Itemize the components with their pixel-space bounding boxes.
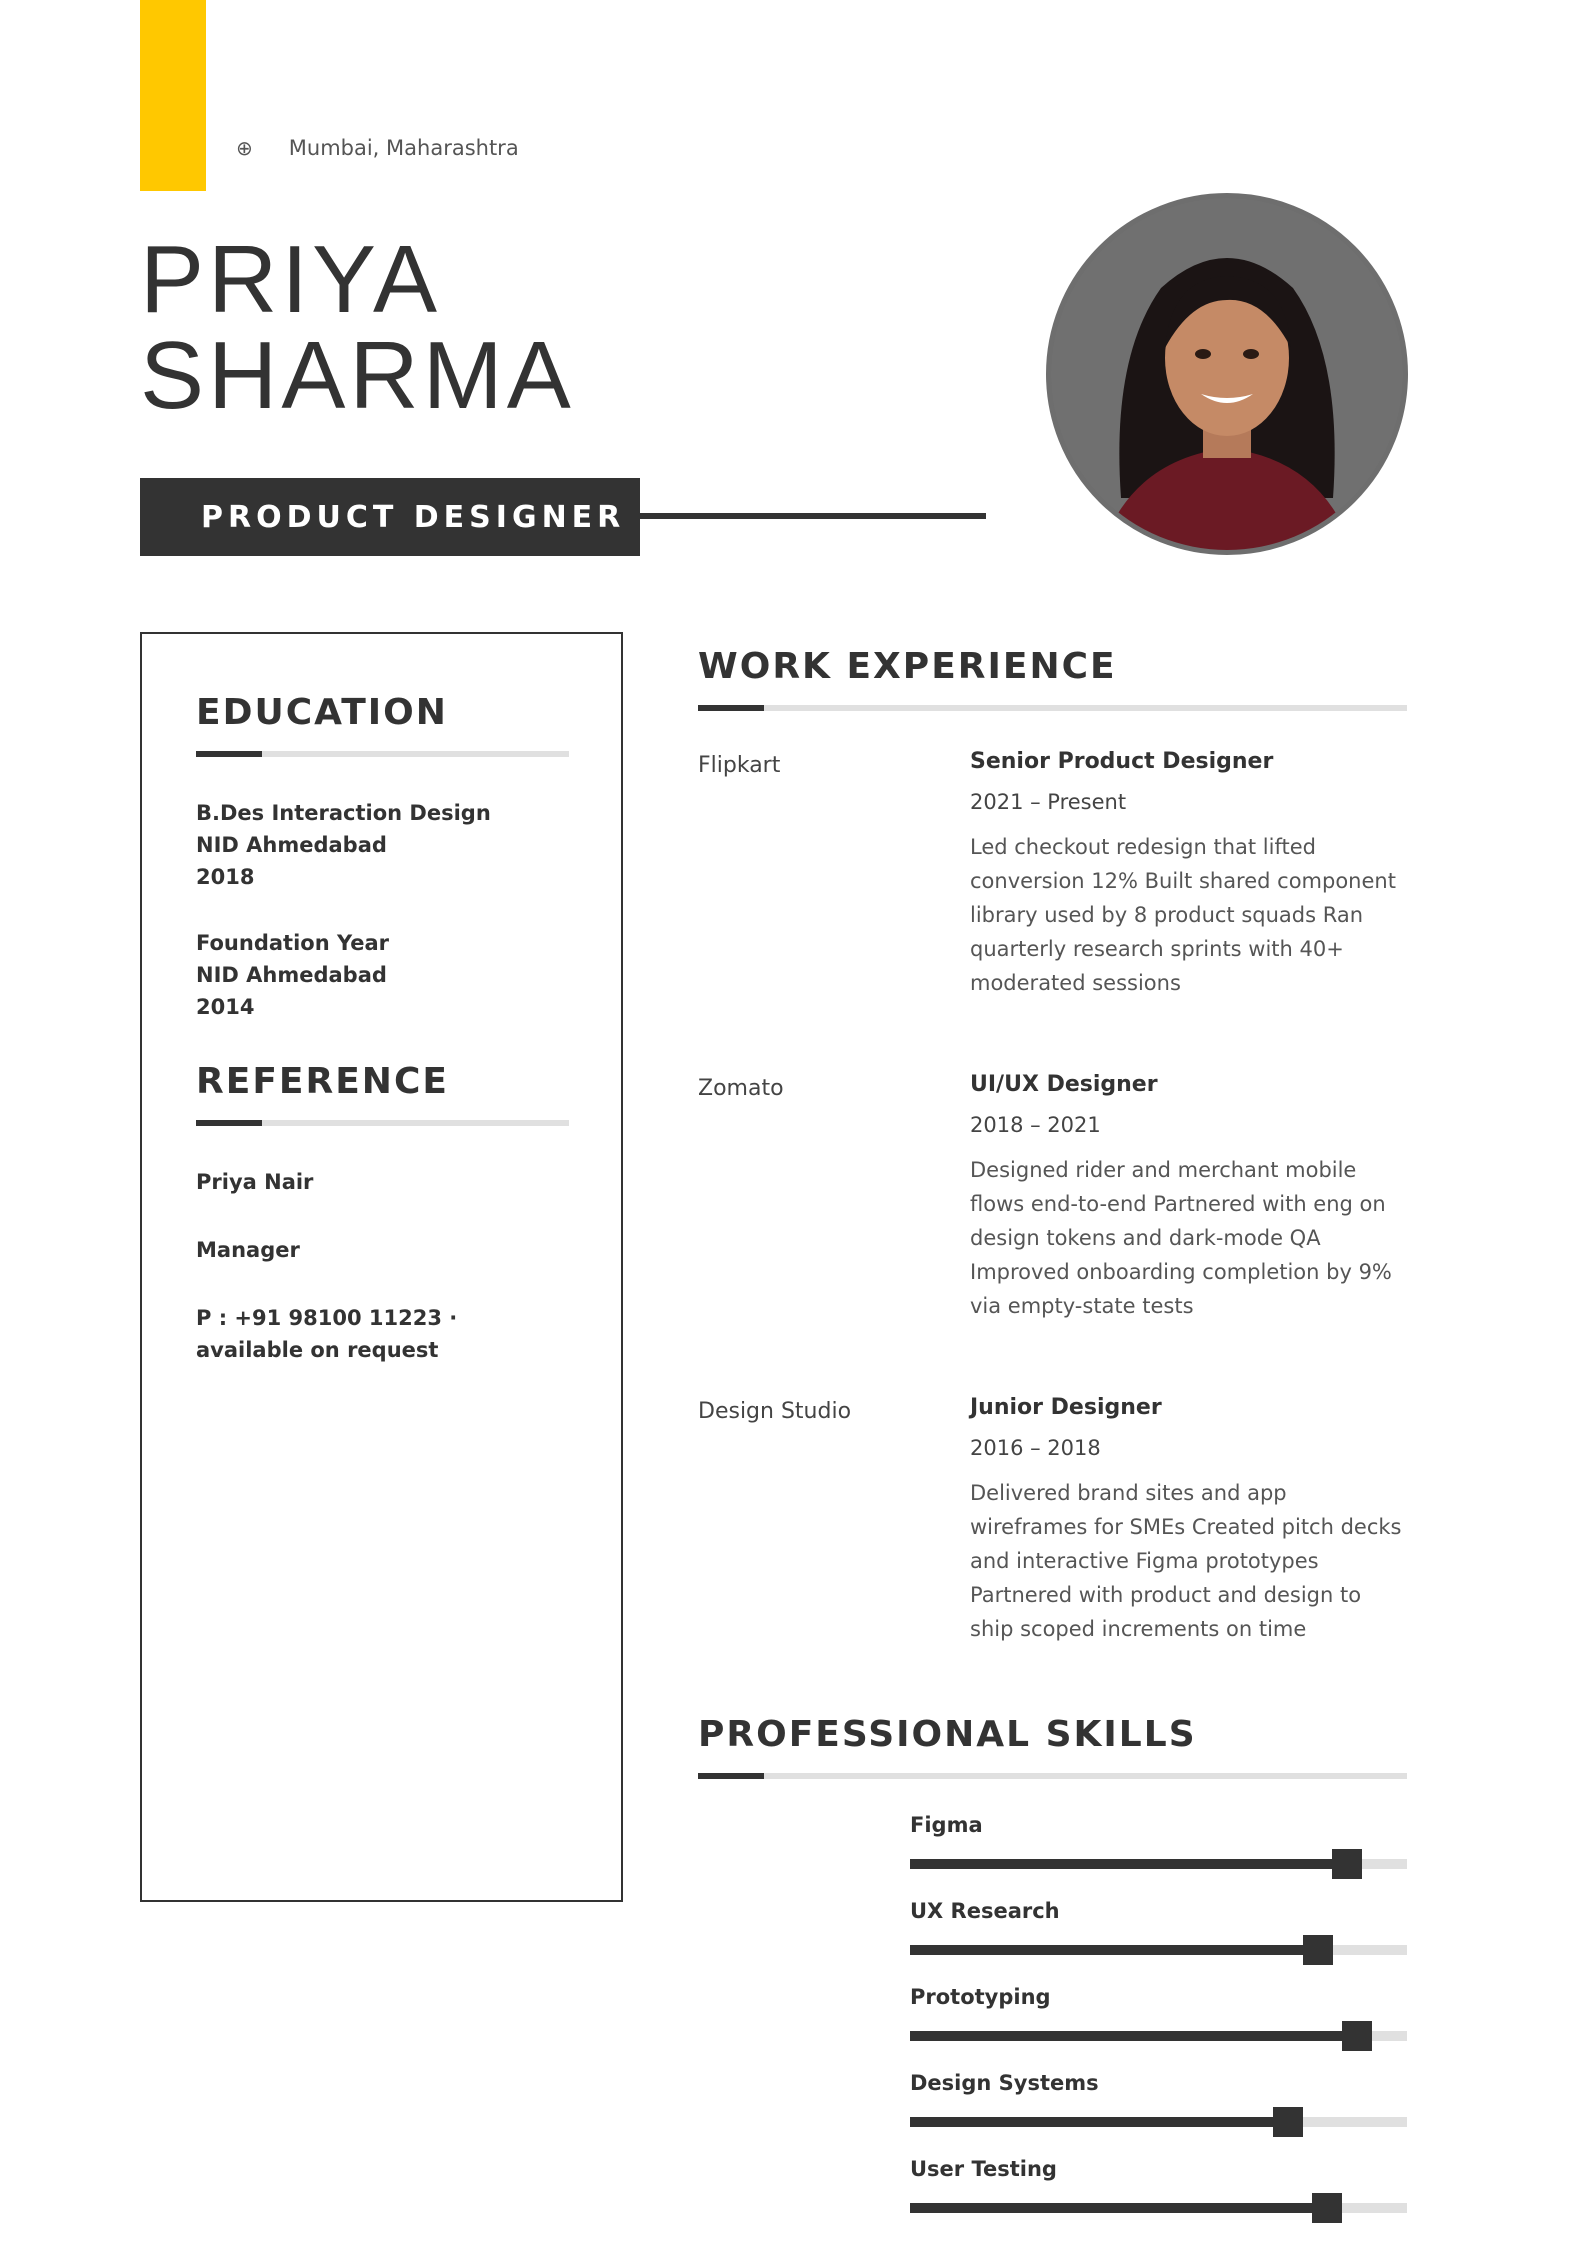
job-company: Design Studio [698,1399,852,1424]
skill-fill [910,1859,1347,1869]
work-rule [698,705,1407,711]
job-detail [970,1395,1407,1646]
work-heading: WORK EXPERIENCE [698,646,1117,687]
education-rule [196,751,569,757]
skill-track [910,1945,1407,1955]
skill-fill [910,2117,1288,2127]
reference-heading: REFERENCE [196,1061,449,1102]
skill-item [910,2071,1407,2127]
skill-fill [910,2031,1357,2041]
skill-item [910,1813,1407,1869]
job-company: Zomato [698,1076,784,1101]
job-role: Senior Product Designer [970,749,1274,774]
job-entry [698,749,1407,1000]
location-text: Mumbai, Maharashtra [288,136,519,160]
skill-level-marker [1303,1935,1333,1965]
skill-name: UX Research [910,1899,1060,1923]
skill-level-marker [1312,2193,1342,2223]
job-detail [970,1072,1407,1323]
job-description: Delivered brand sites and app wireframes for SMEs Created pitch decks and interactive Figma prototypes Partnered with product and design to ship scoped increments on time [970,1481,1402,1641]
skill-level-marker [1332,1849,1362,1879]
job-title: PRODUCT DESIGNER [201,499,626,535]
main-column [698,646,1407,2243]
profile-photo [1046,193,1408,555]
skill-item [910,1899,1407,1955]
education-item [196,927,569,1023]
skill-fill [910,2203,1327,2213]
school: NID Ahmedabad [196,833,387,857]
skill-fill [910,1945,1318,1955]
skill-name: Figma [910,1813,983,1837]
globe-icon: ⊕ [236,136,253,160]
first-name: PRIYA [140,226,441,333]
reference-rule [196,1120,569,1126]
job-years: 2018 – 2021 [970,1113,1101,1137]
skill-track [910,2031,1407,2041]
skill-name: Design Systems [910,2071,1099,2095]
skill-name: Prototyping [910,1985,1051,2009]
skill-track [910,1859,1407,1869]
job-entry [698,1395,1407,1646]
job-description: Designed rider and merchant mobile flows end-to-end Partnered with eng on design tokens and dark-mode QA Improved onboarding completion by 9% via empty-state tests [970,1158,1392,1318]
job-years: 2021 – Present [970,790,1127,814]
last-name: SHARMA [140,322,575,429]
year: 2018 [196,865,255,889]
sidebar-panel [140,632,623,1902]
title-divider [640,513,986,519]
job-entry [698,1072,1407,1323]
degree: B.Des Interaction Design [196,801,491,825]
skill-item [910,2157,1407,2213]
education-list [196,797,569,1023]
reference-name: Priya Nair [196,1170,314,1194]
job-description: Led checkout redesign that lifted conversion 12% Built shared component library used by 8 product squads Ran quarterly research sprints with 40+ moderated sessions [970,835,1396,995]
skill-level-marker [1342,2021,1372,2051]
skills-list [910,1813,1407,2213]
location [236,136,519,160]
job-detail [970,749,1407,1000]
skill-name: User Testing [910,2157,1057,2181]
skills-heading: PROFESSIONAL SKILLS [698,1714,1197,1755]
degree: Foundation Year [196,931,389,955]
year: 2014 [196,995,255,1019]
job-company: Flipkart [698,753,781,778]
education-heading: EDUCATION [196,692,448,733]
job-role: Junior Designer [970,1395,1162,1420]
skill-track [910,2117,1407,2127]
full-name [140,226,575,429]
portrait-illustration [1051,198,1403,550]
school: NID Ahmedabad [196,963,387,987]
job-years: 2016 – 2018 [970,1436,1101,1460]
reference-role: Manager [196,1238,300,1262]
job-role: UI/UX Designer [970,1072,1158,1097]
skill-level-marker [1273,2107,1303,2137]
reference-phone: P : +91 98100 11223 · available on request [196,1306,458,1362]
skills-rule [698,1773,1407,1779]
skill-track [910,2203,1407,2213]
skill-item [910,1985,1407,2041]
education-item [196,797,569,893]
job-title-banner [140,478,640,556]
accent-bar [140,0,206,191]
